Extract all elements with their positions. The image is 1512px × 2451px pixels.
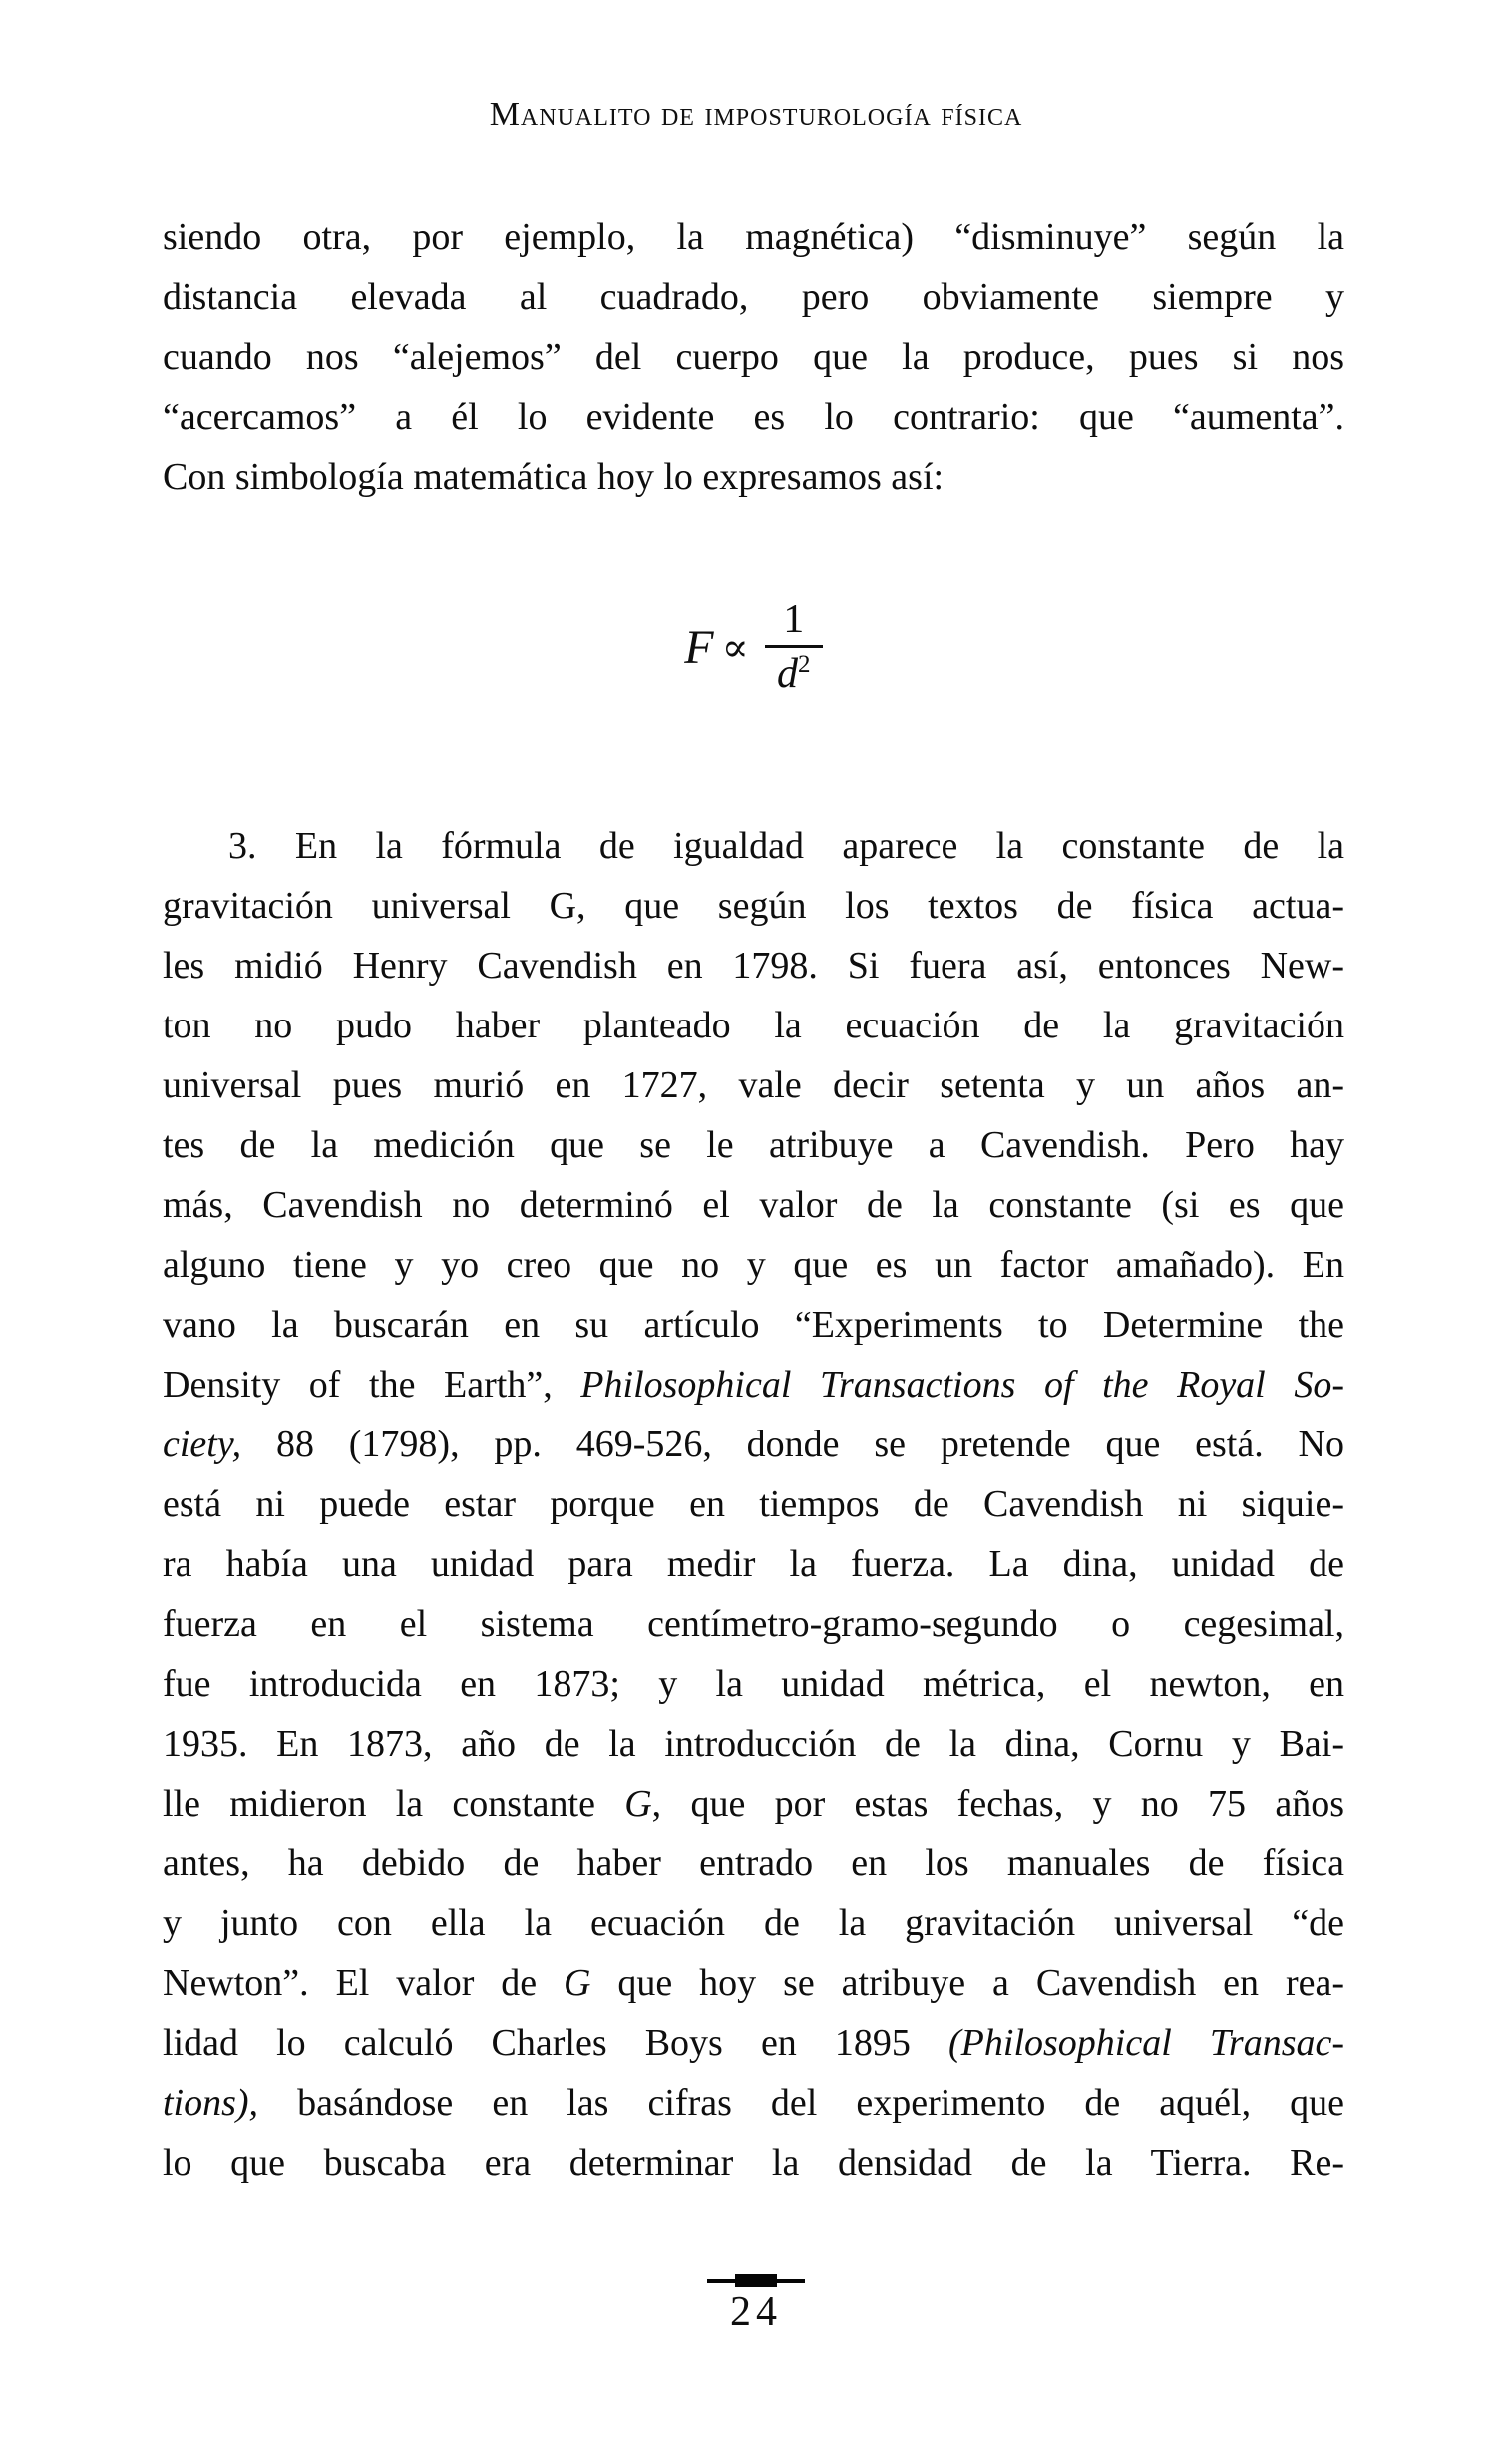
- text-line: [163, 1594, 1344, 1654]
- text-segment: Newton”. El valor de: [163, 1962, 565, 2004]
- text-segment: 88 (1798), pp. 469-526, donde se pretende que está. No: [241, 1424, 1344, 1465]
- fraction-denominator: [777, 649, 811, 699]
- denominator-variable: d: [776, 651, 798, 697]
- text-line: [163, 2073, 1344, 2133]
- text-line: [163, 2013, 1344, 2073]
- text-segment: alguno tiene y yo creo que no y que es un factor amañado). En: [163, 1244, 1344, 1286]
- text-segment: más, Cavendish no determinó el valor de la constante (si es que: [163, 1184, 1344, 1226]
- text-segment: , que por estas fechas, y no 75 años: [651, 1783, 1344, 1825]
- text-segment: antes, ha debido de haber entrado en los manuales de física: [163, 1842, 1344, 1884]
- text-line: [163, 996, 1344, 1055]
- fraction-bar: [765, 645, 823, 648]
- denominator-exponent: 2: [797, 651, 811, 678]
- text-segment: Con simbología matemática hoy lo expresamos así:: [163, 456, 945, 498]
- text-segment: tes de la medición que se le atribuye a Cavendish. Pero hay: [163, 1124, 1344, 1166]
- text-segment: vano la buscarán en su artículo “Experiments to Determine the: [163, 1304, 1344, 1346]
- text-segment: “acercamos” a él lo evidente es lo contrario: que “aumenta”.: [163, 396, 1344, 438]
- text-line: [163, 1355, 1344, 1415]
- text-line: [163, 207, 1344, 267]
- paragraph-1: [163, 207, 1344, 507]
- text-line: [163, 387, 1344, 447]
- text-segment: universal pues murió en 1727, vale decir setenta y un años an-: [163, 1064, 1344, 1106]
- ornament-block: [735, 2274, 777, 2287]
- formula-fraction: [765, 597, 823, 699]
- text-line: [163, 1295, 1344, 1355]
- text-segment: que hoy se atribuye a Cavendish en rea-: [590, 1962, 1344, 2004]
- text-segment: ton no pudo haber planteado la ecuación de la gravitación: [163, 1005, 1344, 1046]
- text-line: [163, 1774, 1344, 1834]
- text-line: [163, 447, 1344, 507]
- text-line: [163, 876, 1344, 936]
- text-line: [163, 327, 1344, 387]
- page-number: 24: [730, 2289, 782, 2335]
- italic-text-segment: G: [564, 1962, 591, 2004]
- text-line: [163, 267, 1344, 327]
- text-segment: gravitación universal G, que según los textos de física actua-: [163, 885, 1344, 927]
- running-header: Manualito de imposturología física: [489, 96, 1023, 133]
- formula-force-variable: F: [684, 621, 714, 674]
- italic-text-segment: (Philosophical Transac-: [948, 2022, 1344, 2064]
- proportional-to-symbol: ∝: [721, 625, 749, 670]
- formula: [163, 597, 1344, 699]
- text-line: [163, 1175, 1344, 1235]
- text-line: [163, 1834, 1344, 1893]
- text-line: [163, 1055, 1344, 1115]
- text-segment: Density of the Earth”,: [163, 1364, 581, 1406]
- text-line: [163, 1415, 1344, 1474]
- footer-ornament: [707, 2274, 805, 2287]
- text-segment: y junto con ella la ecuación de la gravitación universal “de: [163, 1902, 1344, 1944]
- text-segment: lidad lo calculó Charles Boys en 1895: [163, 2022, 949, 2064]
- italic-text-segment: Philosophical Transactions of the Royal So-: [580, 1364, 1344, 1406]
- text-line: [163, 1235, 1344, 1295]
- text-segment: siendo otra, por ejemplo, la magnética) “disminuye” según la: [163, 216, 1344, 258]
- text-segment: les midió Henry Cavendish en 1798. Si fuera así, entonces New-: [163, 945, 1344, 987]
- text-line: [163, 1893, 1344, 1953]
- italic-text-segment: ciety,: [163, 1424, 242, 1465]
- text-segment: está ni puede estar porque en tiempos de Cavendish ni siquie-: [163, 1483, 1344, 1525]
- fraction-numerator: 1: [783, 597, 805, 642]
- text-segment: distancia elevada al cuadrado, pero obviamente siempre y: [163, 276, 1344, 318]
- text-segment: 3. En la fórmula de igualdad aparece la constante de la: [228, 825, 1344, 867]
- text-line: [163, 1714, 1344, 1774]
- text-line: [163, 936, 1344, 996]
- text-segment: fuerza en el sistema centímetro-gramo-segundo o cegesimal,: [163, 1603, 1344, 1645]
- text-line: [163, 816, 1344, 876]
- paragraph-2: [163, 816, 1344, 2193]
- italic-text-segment: tions),: [163, 2082, 259, 2124]
- text-line: [163, 2133, 1344, 2193]
- text-line: [163, 1534, 1344, 1594]
- text-line: [163, 1654, 1344, 1714]
- text-segment: cuando nos “alejemos” del cuerpo que la produce, pues si nos: [163, 336, 1344, 378]
- text-segment: fue introducida en 1873; y la unidad métrica, el newton, en: [163, 1663, 1344, 1705]
- italic-text-segment: G: [624, 1783, 652, 1825]
- text-line: [163, 1953, 1344, 2013]
- text-segment: basándose en las cifras del experimento de aquél, que: [258, 2082, 1344, 2124]
- text-segment: 1935. En 1873, año de la introducción de la dina, Cornu y Bai-: [163, 1723, 1344, 1765]
- text-segment: lle midieron la constante: [163, 1783, 625, 1825]
- text-line: [163, 1474, 1344, 1534]
- text-segment: lo que buscaba era determinar la densidad de la Tierra. Re-: [163, 2142, 1344, 2184]
- text-segment: ra había una unidad para medir la fuerza. La dina, unidad de: [163, 1543, 1344, 1585]
- text-line: [163, 1115, 1344, 1175]
